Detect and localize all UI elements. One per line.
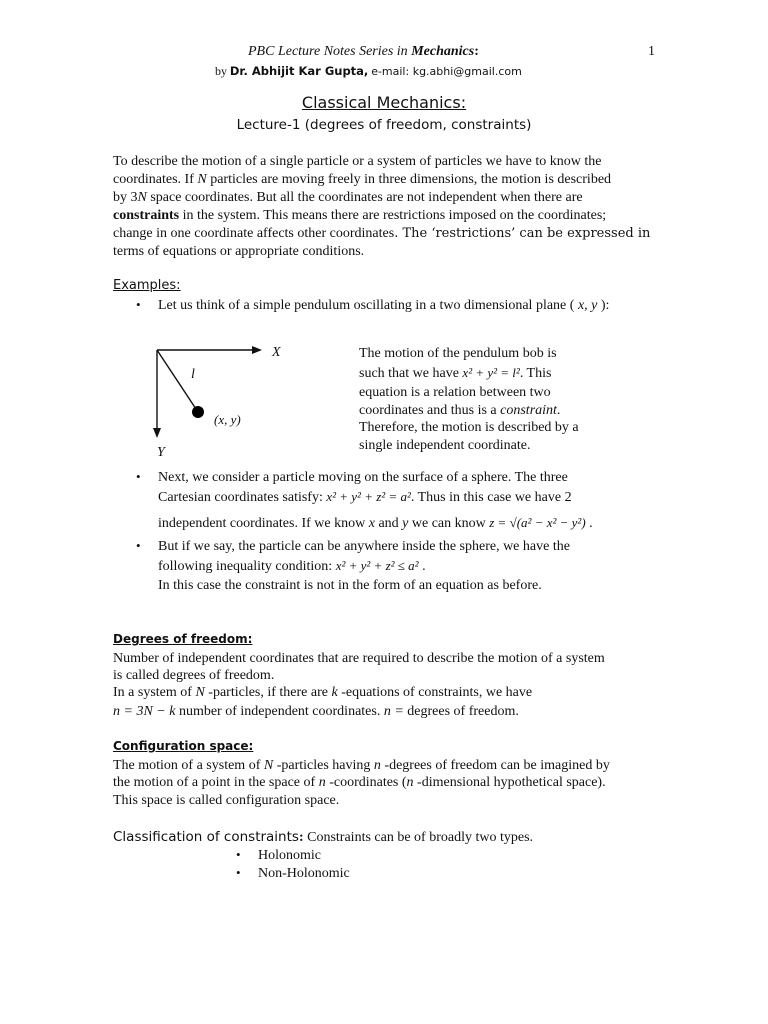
length-label: l [191,367,195,382]
page-number: 1 [648,44,655,59]
pendulum-text: such that we have [359,366,463,381]
example-text: . [585,516,593,531]
example-text: Cartesian coordinates satisfy: [158,490,327,505]
config-text: -coordinates ( [325,775,407,790]
dof-heading: Degrees of freedom: [113,632,253,646]
pendulum-line-5: Therefore, the motion is described by a [359,420,579,435]
running-header [248,44,479,60]
z-equation: z = √(a² − x² − y²) [489,515,586,530]
page-title: Classical Mechanics: [301,93,467,112]
var-n: n [373,758,381,773]
classification-colon: : [298,830,304,845]
intro-text: in the system. This means there are restrictions imposed on the coordinates; [179,208,607,223]
intro-text: particles are moving freely in three dimensions, the motion is described [206,172,612,187]
example-3-line-3: In this case the constraint is not in the form of an equation as before. [158,578,542,593]
page-subtitle: Lecture-1 (degrees of freedom, constraints) [236,117,532,133]
intro-text: change in one coordinate affects other coordinates [113,226,395,241]
var-n: n [406,775,414,790]
dof-line-4 [113,703,658,721]
example-3-line-2 [158,557,703,576]
example-text: Let us think of a simple pendulum oscillating in a two dimensional plane ( [158,298,578,313]
dof-equation: n = 3N − k [113,704,176,719]
x-axis-label: X [272,345,281,360]
example-text: . [418,559,426,574]
y-axis-label: Y [157,445,165,460]
intro-line-2 [113,171,658,189]
intro-line-1: To describe the motion of a single particle or a system of particles we have to know the [113,154,602,169]
intro-text: by 3 [113,190,138,205]
constraint-type-non-holonomic: Non-Holonomic [258,866,350,881]
config-text: -particles having [273,758,374,773]
intro-line-3 [113,189,658,207]
constraint-term: constraint [500,403,557,418]
var-x: x [368,516,375,531]
pendulum-bob [192,406,204,418]
pendulum-text: . This [519,366,552,381]
by-label: by [215,64,227,78]
pendulum-line-2 [359,364,639,383]
series-colon: : [474,44,479,59]
intro-text: . The ‘restrictions’ can be expressed in [394,226,651,241]
config-text: The motion of a system of [113,758,264,773]
config-text: -degrees of freedom can be imagined by [380,758,610,773]
example-3-line-1: But if we say, the particle can be anywhere inside the sphere, we have the [158,539,570,554]
var-xy: x, y [577,298,598,313]
var-n: n = [383,704,404,719]
pendulum-line-3: equation is a relation between two [359,385,551,400]
bullet-marker: • [136,297,141,312]
dof-text: degrees of freedom. [403,704,519,719]
pendulum-line-4 [359,402,639,420]
example-text: . Thus in this case we have 2 [410,490,572,505]
example-2-line-2 [158,488,703,507]
example-text: independent coordinates. If we know [158,516,369,531]
dof-text: -equations of constraints, we have [337,685,533,700]
example-2-line-3 [158,514,703,533]
config-text: the motion of a point in the space of [113,775,319,790]
dof-line-2: is called degrees of freedom. [113,668,275,683]
intro-line-6: terms of equations or appropriate conditions. [113,244,365,259]
example-text: following inequality condition: [158,559,336,574]
intro-text: coordinates. If [113,172,198,187]
series-prefix: PBC Lecture Notes Series in [248,44,412,59]
classification-line [113,828,658,847]
bullet-marker: • [236,865,241,880]
intro-text: space coordinates. But all the coordinates are not independent when there are [146,190,583,205]
dof-line-1: Number of independent coordinates that are required to describe the motion of a system [113,651,605,666]
author-line [215,64,522,79]
intro-line-5 [113,225,658,243]
bullet-marker: • [136,469,141,484]
config-line-1 [113,757,658,775]
constraint-type-holonomic: Holonomic [258,848,321,863]
classification-heading: Classification of constraints [113,829,299,845]
dof-text: -particles, if there are [204,685,332,700]
bob-coordinate-label: (x, y) [214,412,241,427]
series-subject: Mechanics [411,44,475,59]
constraints-term: constraints [113,208,180,223]
bullet-marker: • [236,847,241,862]
example-2-line-1: Next, we consider a particle moving on the surface of a sphere. The three [158,470,568,485]
example-text: we can know [408,516,490,531]
pendulum-text: . [556,403,561,418]
dof-text: number of independent coordinates. [175,704,384,719]
var-N: N [137,190,147,205]
pendulum-line-6: single independent coordinate. [359,438,531,453]
config-heading: Configuration space: [113,739,254,753]
y-axis-arrowhead [153,428,161,438]
var-k: k [331,685,338,700]
inequality-condition: x² + y² + z² ≤ a² [335,558,419,573]
pendulum-equation: x² + y² = l² [462,365,520,380]
dof-line-3 [113,684,658,702]
pendulum-line-1: The motion of the pendulum bob is [359,346,557,361]
example-1-text [158,297,703,315]
var-N: N [195,685,205,700]
bullet-marker: • [136,538,141,553]
x-axis-arrowhead [252,346,262,354]
author-email: e-mail: kg.abhi@gmail.com [371,65,522,78]
intro-line-4 [113,207,658,225]
var-N: N [197,172,207,187]
example-text: ): [597,298,610,313]
config-line-2 [113,774,658,792]
config-line-3: This space is called configuration space. [113,793,340,808]
var-n: n [318,775,326,790]
example-text: and [374,516,403,531]
var-y: y [402,516,409,531]
var-N: N [263,758,274,773]
pendulum-text: coordinates and thus is a [359,403,501,418]
examples-heading: Examples: [113,278,181,293]
classification-text: Constraints can be of broadly two types. [303,830,534,845]
dof-text: In a system of [113,685,196,700]
sphere-equation: x² + y² + z² = a² [326,489,411,504]
author-name: Dr. Abhijit Kar Gupta, [229,64,369,78]
config-text: -dimensional hypothetical space). [413,775,606,790]
